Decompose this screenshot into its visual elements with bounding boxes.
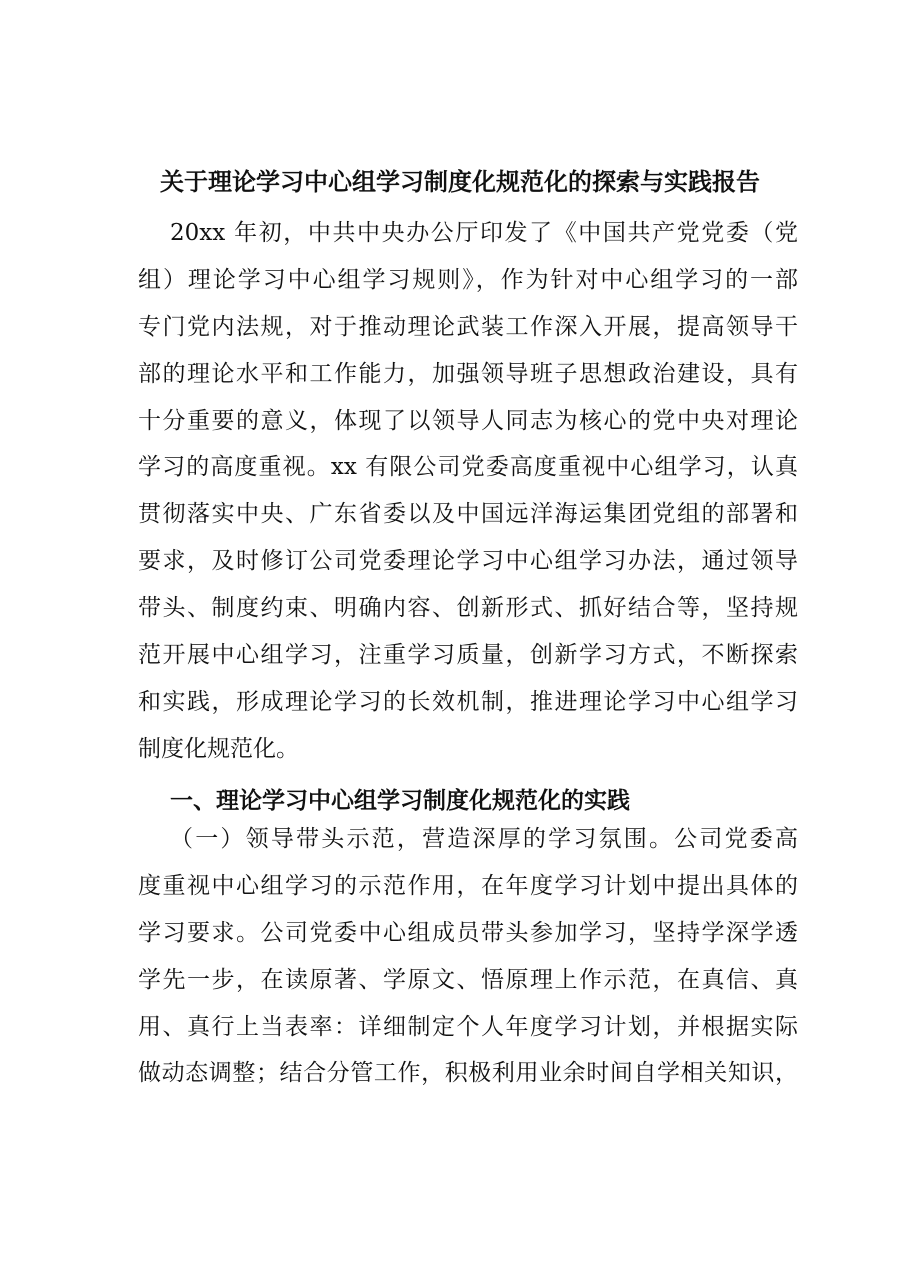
paragraph-line: 度重视中心组学习的示范作用，在年度学习计划中提出具体的 bbox=[138, 872, 798, 899]
paragraph-line: 用、真行上当表率：详细制定个人年度学习计划，并根据实际 bbox=[138, 1013, 798, 1040]
paragraph-line: （一）领导带头示范，营造深厚的学习氛围。公司党委高 bbox=[170, 826, 798, 852]
paragraph-line: 范开展中心组学习，注重学习质量，创新学习方式，不断探索 bbox=[138, 642, 798, 669]
paragraph-line: 学习要求。公司党委中心组成员带头参加学习，坚持学深学透 bbox=[138, 919, 798, 946]
paragraph-line: 20xx 年初，中共中央办公厅印发了《中国共产党党委（党 bbox=[170, 220, 798, 246]
paragraph-line: 学习的高度重视。xx 有限公司党委高度重视中心组学习，认真 bbox=[138, 454, 798, 481]
paragraph-line: 专门党内法规，对于推动理论武装工作深入开展，提高领导干 bbox=[138, 313, 798, 340]
paragraph-line: 十分重要的意义，体现了以领导人同志为核心的党中央对理论 bbox=[138, 407, 798, 434]
paragraph-line: 制度化规范化。 bbox=[138, 735, 299, 762]
paragraph-line: 贯彻落实中央、广东省委以及中国远洋海运集团党组的部署和 bbox=[138, 501, 798, 528]
paragraph-line: 和实践，形成理论学习的长效机制，推进理论学习中心组学习 bbox=[138, 688, 798, 715]
paragraph-line: 组）理论学习中心组学习规则》，作为针对中心组学习的一部 bbox=[138, 266, 798, 293]
paragraph-line: 部的理论水平和工作能力，加强领导班子思想政治建设，具有 bbox=[138, 360, 798, 387]
document-title: 关于理论学习中心组学习制度化规范化的探索与实践报告 bbox=[160, 167, 760, 196]
section-heading: 一、理论学习中心组学习制度化规范化的实践 bbox=[170, 787, 630, 814]
paragraph-line: 学先一步，在读原著、学原文、悟原理上作示范，在真信、真 bbox=[138, 966, 798, 993]
paragraph-line: 要求，及时修订公司党委理论学习中心组学习办法，通过领导 bbox=[138, 548, 798, 575]
section-paragraph bbox=[138, 816, 798, 1097]
paragraph-line: 带头、制度约束、明确内容、创新形式、抓好结合等，坚持规 bbox=[138, 595, 798, 622]
intro-paragraph bbox=[138, 210, 798, 773]
paragraph-line: 做动态调整；结合分管工作，积极利用业余时间自学相关知识， bbox=[138, 1060, 798, 1087]
